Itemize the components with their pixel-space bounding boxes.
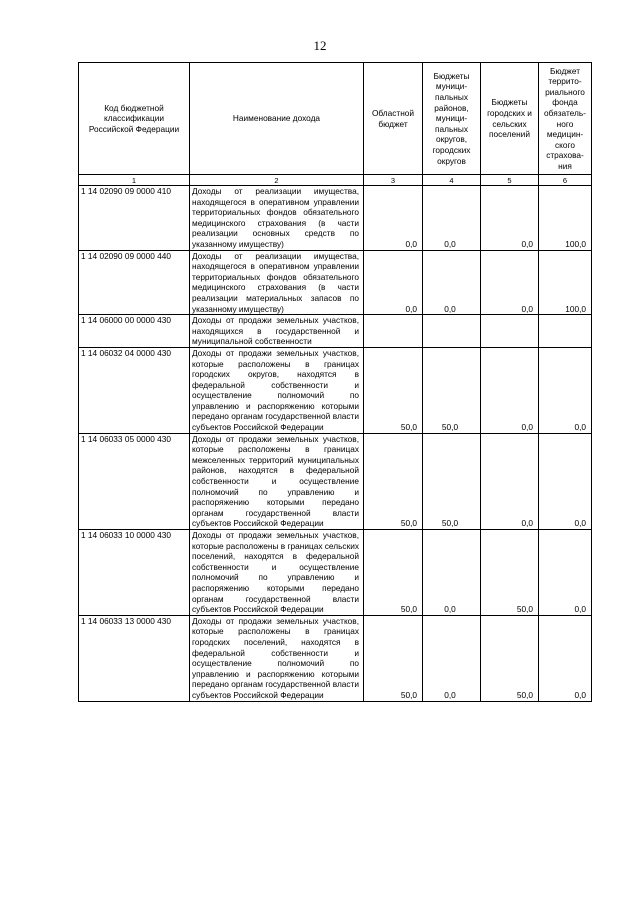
table-row — [79, 347, 592, 433]
revenue-table — [78, 62, 592, 702]
settlement-value: 50,0 — [481, 615, 539, 701]
fund-value: 100,0 — [539, 250, 592, 315]
municipal-value: 50,0 — [423, 433, 481, 529]
revenue-name: Доходы от продажи земельных участков, которые расположены в границах городских округов, находятся в федеральной собственности и осуществление полномочий по управлению и распоряжению которыми передано органам государственной власти субъектов Российской Федерации — [190, 347, 364, 433]
regional-value: 50,0 — [364, 347, 423, 433]
budget-code: 1 14 02090 09 0000 440 — [79, 250, 190, 315]
revenue-name: Доходы от продажи земельных участков, находящихся в государственной и муниципальной собственности — [190, 315, 364, 348]
column-number: 3 — [364, 175, 423, 186]
municipal-value: 0,0 — [423, 615, 481, 701]
header-municipal-budgets: Бюджеты муници-пальных районов, муници-пальных округов, городских округов — [423, 63, 481, 175]
settlement-value: 0,0 — [481, 186, 539, 251]
municipal-value: 0,0 — [423, 530, 481, 616]
header-insurance-fund: Бюджет террито-риального фонда обязатель-ного медицин-ского страхова-ния — [539, 63, 592, 175]
municipal-value: 0,0 — [423, 186, 481, 251]
budget-code: 1 14 06033 13 0000 430 — [79, 615, 190, 701]
regional-value: 50,0 — [364, 433, 423, 529]
regional-value: 0,0 — [364, 250, 423, 315]
column-number: 1 — [79, 175, 190, 186]
page-number: 12 — [313, 38, 327, 53]
table-row — [79, 433, 592, 529]
table-row — [79, 530, 592, 616]
settlement-value — [481, 315, 539, 348]
revenue-name: Доходы от продажи земельных участков, которые расположены в границах сельских поселений, находятся в федеральной собственности и осуществление полномочий по управлению и распоряжению которыми передано органам государственной власти субъектов Российской Федерации — [190, 530, 364, 616]
settlement-value: 50,0 — [481, 530, 539, 616]
budget-code: 1 14 06033 10 0000 430 — [79, 530, 190, 616]
header-settlement-budgets: Бюджеты городских и сельских поселений — [481, 63, 539, 175]
revenue-name: Доходы от реализации имущества, находящегося в оперативном управлении территориальных фондов обязательного медицинского страхования (в части реализации основных средств по указанному имуществу) — [190, 186, 364, 251]
table-row — [79, 186, 592, 251]
regional-value: 50,0 — [364, 615, 423, 701]
municipal-value: 50,0 — [423, 347, 481, 433]
budget-code: 1 14 06000 00 0000 430 — [79, 315, 190, 348]
header-regional-budget: Областной бюджет — [364, 63, 423, 175]
settlement-value: 0,0 — [481, 347, 539, 433]
fund-value: 100,0 — [539, 186, 592, 251]
municipal-value — [423, 315, 481, 348]
municipal-value: 0,0 — [423, 250, 481, 315]
column-number: 6 — [539, 175, 592, 186]
header-row — [79, 63, 592, 175]
table-row — [79, 315, 592, 348]
revenue-name: Доходы от продажи земельных участков, которые расположены в границах городских поселений, находятся в федеральной собственности и осуществление полномочий по управлению и распоряжению которыми передано органам государственной власти субъектов Российской Федерации — [190, 615, 364, 701]
header-revenue-name: Наименование дохода — [190, 63, 364, 175]
fund-value — [539, 315, 592, 348]
fund-value: 0,0 — [539, 615, 592, 701]
column-number: 2 — [190, 175, 364, 186]
revenue-name: Доходы от реализации имущества, находящегося в оперативном управлении территориальных фондов обязательного медицинского страхования (в части реализации материальных запасов по указанному имуществу) — [190, 250, 364, 315]
budget-code: 1 14 02090 09 0000 410 — [79, 186, 190, 251]
budget-code: 1 14 06033 05 0000 430 — [79, 433, 190, 529]
table-row — [79, 615, 592, 701]
regional-value: 0,0 — [364, 186, 423, 251]
column-number-row — [79, 175, 592, 186]
table-row — [79, 250, 592, 315]
settlement-value: 0,0 — [481, 250, 539, 315]
budget-code: 1 14 06032 04 0000 430 — [79, 347, 190, 433]
column-number: 5 — [481, 175, 539, 186]
fund-value: 0,0 — [539, 347, 592, 433]
regional-value: 50,0 — [364, 530, 423, 616]
fund-value: 0,0 — [539, 530, 592, 616]
regional-value — [364, 315, 423, 348]
header-budget-code: Код бюджетной классификации Российской Федерации — [79, 63, 190, 175]
settlement-value: 0,0 — [481, 433, 539, 529]
column-number: 4 — [423, 175, 481, 186]
revenue-name: Доходы от продажи земельных участков, которые расположены в границах межселенных территорий муниципальных районов, находятся в федеральной собственности и осуществление полномочий по управлению и распоряжению которыми передано органам государственной власти субъектов Российской Федерации — [190, 433, 364, 529]
fund-value: 0,0 — [539, 433, 592, 529]
